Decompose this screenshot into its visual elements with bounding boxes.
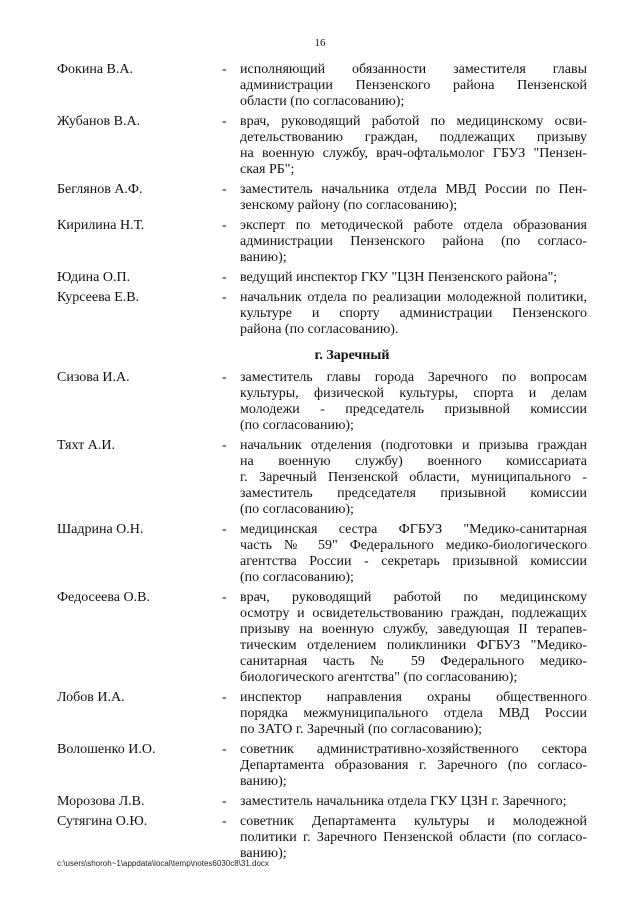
list-item bbox=[57, 370, 587, 434]
position-description bbox=[240, 290, 587, 338]
position-description bbox=[240, 814, 587, 862]
dash-separator: - bbox=[222, 438, 227, 453]
position-description bbox=[240, 438, 587, 518]
person-name: Волошенко И.О. bbox=[57, 742, 156, 757]
description-line: культуре и спорту администрации Пензенского bbox=[240, 306, 587, 321]
description-line: молодежи - председатель призывной комиссии bbox=[240, 402, 587, 417]
person-name: Федосеева О.В. bbox=[57, 590, 150, 605]
list-item bbox=[57, 438, 587, 518]
dash-separator: - bbox=[222, 742, 227, 757]
dash-separator: - bbox=[222, 182, 227, 197]
position-description bbox=[240, 114, 587, 178]
list-item bbox=[57, 742, 587, 790]
description-line: администрации Пензенского района Пензенской bbox=[240, 78, 587, 93]
list-item bbox=[57, 270, 587, 286]
description-line: (по согласованию); bbox=[240, 570, 354, 585]
description-line: администрации Пензенского района (по согласо- bbox=[240, 234, 587, 249]
person-name: Юдина О.П. bbox=[57, 270, 131, 285]
position-description bbox=[240, 522, 587, 586]
description-line: ванию); bbox=[240, 774, 287, 789]
person-name: Тяхт А.И. bbox=[57, 438, 115, 453]
description-line: заместитель председателя призывной комиссии bbox=[240, 486, 587, 501]
description-line: на военную службу, врач-офтальмолог ГБУЗ "Пензен- bbox=[240, 146, 587, 161]
dash-separator: - bbox=[222, 370, 227, 385]
description-line: советник административно-хозяйственного сектора bbox=[240, 742, 587, 757]
position-description bbox=[240, 794, 587, 810]
list-item bbox=[57, 290, 587, 338]
position-description bbox=[240, 218, 587, 266]
person-name: Морозова Л.В. bbox=[57, 794, 145, 809]
list-item bbox=[57, 218, 587, 266]
position-description bbox=[240, 370, 587, 434]
description-line: советник Департамента культуры и молодежной bbox=[240, 814, 587, 829]
description-line: врач, руководящий работой по медицинскому bbox=[240, 590, 587, 605]
position-description bbox=[240, 690, 587, 738]
description-line: (по согласованию); bbox=[240, 502, 354, 517]
list-item bbox=[57, 814, 587, 862]
description-line: (по согласованию); bbox=[240, 418, 354, 433]
description-line: заместитель главы города Заречного по вопросам bbox=[240, 370, 587, 385]
person-name: Кирилина Н.Т. bbox=[57, 218, 145, 233]
description-line: санитарная часть № 59 Федерального медико- bbox=[240, 654, 587, 669]
position-description bbox=[240, 182, 587, 214]
footer-file-path: c:\users\shoroh~1\appdata\local\temp\notes6030c8\31.docx bbox=[57, 859, 269, 868]
description-line: ванию); bbox=[240, 846, 287, 861]
dash-separator: - bbox=[222, 522, 227, 537]
description-line: порядка межмуниципального отдела МВД России bbox=[240, 706, 587, 721]
dash-separator: - bbox=[222, 218, 227, 233]
person-name: Шадрина О.Н. bbox=[57, 522, 144, 537]
description-line: зенскому району (по согласованию); bbox=[240, 198, 458, 213]
description-line: осмотру и освидетельствованию граждан, подлежащих bbox=[240, 606, 587, 621]
person-name: Сутягина О.Ю. bbox=[57, 814, 148, 829]
description-line: эксперт по методической работе отдела образования bbox=[240, 218, 587, 233]
description-line: начальник отделения (подготовки и призыва граждан bbox=[240, 438, 587, 453]
description-line: Департамента образования г. Заречного (по согласо- bbox=[240, 758, 587, 773]
description-line: часть № 59" Федерального медико-биологического bbox=[240, 538, 587, 553]
list-item bbox=[57, 522, 587, 586]
dash-separator: - bbox=[222, 690, 227, 705]
description-line: ванию); bbox=[240, 250, 287, 265]
description-line: призыву на военную службу, заведующая II терапев- bbox=[240, 622, 587, 637]
person-name: Фокина В.А. bbox=[57, 62, 134, 77]
position-description bbox=[240, 590, 587, 686]
description-line: г. Заречный Пензенской области, муниципального - bbox=[240, 470, 587, 485]
position-description bbox=[240, 62, 587, 110]
dash-separator: - bbox=[222, 814, 227, 829]
description-line: врач, руководящий работой по медицинскому осви- bbox=[240, 114, 587, 129]
list-item bbox=[57, 62, 587, 110]
description-line: ская РБ"; bbox=[240, 162, 295, 177]
description-line: тическим отделением поликлиники ФГБУЗ "Медико- bbox=[240, 638, 587, 653]
person-name: Курсеева Е.В. bbox=[57, 290, 140, 305]
position-description bbox=[240, 270, 587, 286]
person-name: Жубанов В.А. bbox=[57, 114, 141, 129]
description-line: ведущий инспектор ГКУ "ЦЗН Пензенского района"; bbox=[240, 270, 558, 285]
list-item bbox=[57, 794, 587, 810]
list-item bbox=[57, 114, 587, 178]
description-line: заместитель начальника отдела МВД России по Пен- bbox=[240, 182, 587, 197]
person-name: Беглянов А.Ф. bbox=[57, 182, 143, 197]
description-line: исполняющий обязанности заместителя главы bbox=[240, 62, 587, 77]
dash-separator: - bbox=[222, 794, 227, 809]
description-line: по ЗАТО г. Заречный (по согласованию); bbox=[240, 722, 482, 737]
description-line: инспектор направления охраны общественного bbox=[240, 690, 587, 705]
list-item bbox=[57, 690, 587, 738]
description-line: биологического агентства" (по согласованию); bbox=[240, 670, 518, 685]
description-line: района (по согласованию). bbox=[240, 322, 399, 337]
person-name: Сизова И.А. bbox=[57, 370, 130, 385]
page-number: 16 bbox=[314, 37, 326, 49]
dash-separator: - bbox=[222, 62, 227, 77]
person-name: Лобов И.А. bbox=[57, 690, 125, 705]
commission-list bbox=[57, 62, 587, 866]
description-line: начальник отдела по реализации молодежной политики, bbox=[240, 290, 587, 305]
section-title: г. Заречный bbox=[314, 348, 390, 363]
description-line: на военную службу) военного комиссариата bbox=[240, 454, 587, 469]
description-line: детельствованию граждан, подлежащих призыву bbox=[240, 130, 587, 145]
dash-separator: - bbox=[222, 114, 227, 129]
dash-separator: - bbox=[222, 270, 227, 285]
description-line: области (по согласованию); bbox=[240, 94, 405, 109]
dash-separator: - bbox=[222, 590, 227, 605]
position-description bbox=[240, 742, 587, 790]
list-item bbox=[57, 182, 587, 214]
description-line: агентства России - секретарь призывной комиссии bbox=[240, 554, 587, 569]
description-line: культуры, физической культуры, спорта и делам bbox=[240, 386, 587, 401]
description-line: политики г. Заречного Пензенской области (по согласо- bbox=[240, 830, 587, 845]
dash-separator: - bbox=[222, 290, 227, 305]
list-item bbox=[57, 590, 587, 686]
description-line: медицинская сестра ФГБУЗ "Медико-санитарная bbox=[240, 522, 587, 537]
description-line: заместитель начальника отдела ГКУ ЦЗН г. Заречного; bbox=[240, 794, 567, 809]
